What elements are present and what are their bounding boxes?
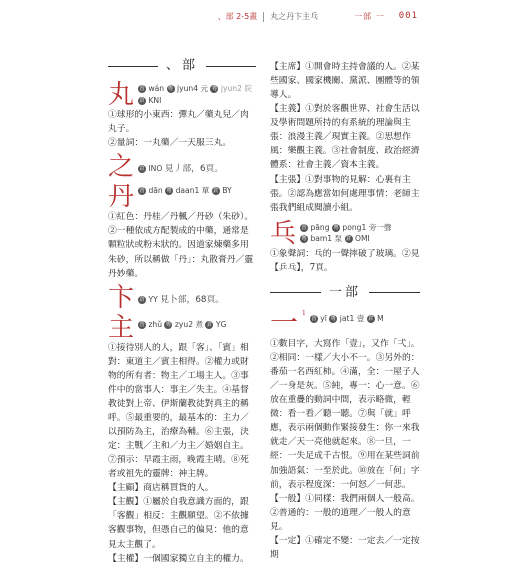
pronunciation [138,154,223,176]
pinyin: yī [320,313,327,323]
pronunciation [138,315,226,330]
section-title: 、部 [166,58,199,73]
right-column [270,60,420,566]
jyutping-icon: 粵 [211,86,218,93]
compound-definition: 【一定】①確定不變：一定去／一定按期 [270,535,420,560]
entry-dan [108,184,256,280]
cangjie-icon: 倉 [139,296,145,303]
jyutping: jat1 壹 [339,313,365,323]
compound-definition: 【主席】①開會時主持會議的人。②某些國家、國家機關、黨派、團體等的領導人。 [270,62,420,101]
entry-head [108,312,256,343]
pronunciation [138,82,252,106]
pinyin-icon: 普 [139,188,145,195]
left-column [108,56,256,570]
compound-definition: 【主義】①對於客觀世界、社會生活以及學術問題所持的有系統的理論與主張：浪漫主義／現實主義。②思想作風：樂觀主義。③社會制度、政治經濟體系：社會主義／資本主義。 [270,104,420,171]
header-divider [263,12,264,22]
pinyin: zhǔ [148,319,163,329]
entry-wan [108,82,256,150]
cangjie: KNI [148,95,162,105]
cangjie: YG [215,319,227,329]
entry-head [270,305,420,339]
jyutping: jyun4 元 [176,84,209,94]
stroke-count: 1 [302,309,306,317]
definition: ②一種依成方配製成的中藥，通常是顆粒狀或粉末狀的。因道家煉藥多用朱砂，所以稱做「丹」：丸散膏丹／靈丹妙藥。 [108,226,254,279]
definition: ①接待別人的人，跟「客」、「賓」相對：東道主／賓主相得。②權力或財物的所有者：物主／工場主人。③事件中的當事人：事主／失主。④基督教徒對上帝、伊斯蘭教徒對真主的稱呼。⑤最重要的，最基本的：主力／以預防為主，治療為輔。⑥主張，決定：主戰／主和／力主／婚姻自主。⑦預示：早霞主雨，晚霞主晴。⑧死者或祖先的靈牌：神主牌。 [108,342,249,480]
pinyin-icon: 普 [301,224,307,231]
pinyin-icon: 普 [139,86,145,93]
compound-definition: 【主顧】商店稱買貨的人。 [108,483,214,494]
cangjie: INO [148,164,163,174]
pinyin: pāng [310,222,330,232]
header-chars: 丸之丹卞主乓 [270,11,319,21]
cangjie: BY [222,186,232,196]
headword: 丸 [108,80,135,111]
headword: 丹 [108,182,135,213]
headword: 主 [108,312,135,343]
pinyin-icon: 普 [311,315,317,322]
jyutping-icon: 粵 [166,188,172,195]
jyutping-icon: 粵 [301,236,307,243]
cross-reference: 見丿部，6頁。 [164,164,224,175]
cross-reference: 見卜部，68頁。 [160,294,225,305]
definition: ①球形的小東西：彈丸／藥丸兒／肉丸子。 [108,110,249,135]
compound-definition: 【主觀】①屬於自我意識方面的，跟「客觀」相反：主觀願望。②不依據客觀事物，但憑自己的偏見：他的意見太主觀了。 [108,497,249,550]
rule [369,292,420,293]
section-title: 一部 [329,284,362,300]
pronunciation [138,285,224,307]
jyutping-icon: 粵 [333,224,339,231]
pronunciation [138,184,232,196]
pronunciation [300,221,392,245]
jyutping-icon: 粵 [330,315,337,322]
pinyin: dān [148,186,163,196]
entry-bian [108,282,256,313]
entry-head [108,152,256,183]
definition: ②量詞：一丸藥／一天服三丸。 [108,138,232,149]
entry-head [108,282,256,313]
compound-definition: 【主權】一個國家獨立自主的權力。 [108,553,249,564]
headword: 卞 [108,282,135,313]
rule [206,66,256,67]
jyutping: zyu2 煮 [174,319,204,329]
cangjie-icon: 倉 [213,188,219,195]
definition: ①象聲詞：乓的一聲摔破了玻璃。②見【乒乓】，7頁。 [270,248,420,273]
headword: 之 [108,152,135,183]
entry-yi [270,305,420,562]
definition: ①數目字，大寫作「壹」，又作「弌」。②相同：一樣／大小不一。③另外的：番茄一名西紅柿。④滿，全：一屋子人／一身是灰。⑤純，專一：心一意。⑥放在重疊的動詞中間，表示略微，輕微：看一看／聽一聽。⑦與「就」呼應，表示兩個動作緊接發生：你一來我就走／天一亮他就起來。⑧一旦，一經：一失足成千古恨。⑨用在某些詞前加強語氣：一至於此。⑩放在「何」字前，表示程度深：一何怒／一何悲。 [270,338,420,490]
cangjie: YY [148,294,158,304]
cangjie-icon: 倉 [206,321,213,328]
headword: 乓 [270,218,297,249]
section-heading [270,283,420,303]
cangjie-icon: 倉 [139,166,145,173]
headword: 一 [270,305,299,339]
jyutping: pong1 旁一聲 [342,222,392,232]
cangjie: M [377,313,384,323]
jyutping-icon: 粵 [167,86,174,93]
entry-pang [270,218,420,275]
definition: ①紅色：丹桂／丹楓／丹砂（朱砂）。 [108,212,254,223]
jyutping-alt: jyun2 院 [220,84,252,94]
header-section: 、部 2-5畫 [217,11,258,21]
compound-definition: 【主張】①對事物的見解：心裏有主張。②認為應當如何處理事情：老師主張我們組成閱讀小組。 [270,174,420,213]
rule [270,292,321,293]
pinyin: wán [148,84,165,94]
header-radical: 一部 一 [354,11,385,21]
compound-definition: 【一般】①同樣：我們兩個人一般高。②普通的：一般的道理／一般人的意見。 [270,493,420,532]
entry-head [108,80,256,111]
jyutping-alt: bam1 泵 [310,234,343,244]
rule [108,66,158,67]
pronunciation [310,309,384,324]
jyutping: daan1 單 [175,186,210,196]
page-number: 001 [398,11,418,21]
jyutping-icon: 粵 [165,321,172,328]
cangjie: OMI [355,234,370,244]
entry-zhi [108,152,256,183]
cangjie-icon: 倉 [139,97,145,104]
pinyin-icon: 普 [139,321,145,328]
section-heading [108,56,256,76]
entry-head [270,218,420,249]
cangjie-icon: 倉 [345,236,352,243]
cangjie-icon: 倉 [367,315,374,322]
entry-head [108,182,256,213]
page-header [218,10,418,24]
entry-zhu [108,312,256,566]
